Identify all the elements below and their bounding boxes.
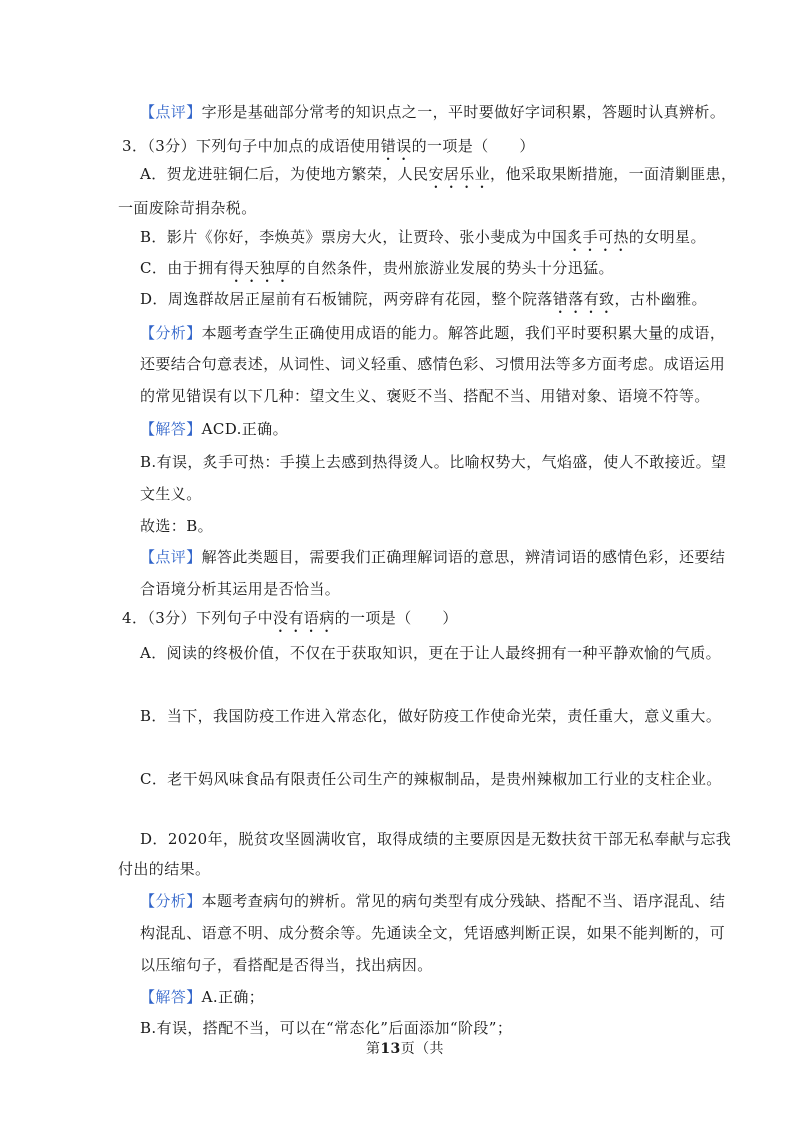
comment-text: 字形是基础部分常考的知识点之一，平时要做好字词积累，答题时认真辨析。 [201, 103, 726, 121]
option-text-end: ，古朴幽雅。 [614, 290, 707, 308]
comment-tag: 【点评】 [140, 548, 202, 566]
dotted-idiom: 炙手可热 [567, 228, 629, 246]
dotted-idiom: 安居乐业 [428, 165, 491, 183]
analysis-tag: 【分析】 [140, 892, 202, 910]
answer-text: ACD.正确。 [201, 420, 288, 438]
q4-answer [140, 987, 264, 1007]
option-text: A．贺龙进驻铜仁后，为使地方繁荣，人民 [140, 165, 429, 183]
dotted-idiom: 得天独厚 [228, 259, 291, 277]
q4-option-b: B．当下，我国防疫工作进入常态化，做好防疫工作使命光荣，责任重大，意义重大。 [140, 707, 722, 725]
q2-comment [140, 102, 725, 122]
question-3-stem [122, 136, 535, 164]
analysis-text: 本题考查学生正确使用成语的能力。解答此题，我们平时要积累大量的成语， [201, 324, 726, 342]
q4-option-c: C．老干妈风味食品有限责任公司生产的辣椒制品，是贵州辣椒加工行业的支柱企业。 [140, 770, 722, 788]
option-text: C．由于拥有 [140, 259, 229, 277]
page-number: 13 [380, 1041, 401, 1057]
option-text: D．周逸群故居正屋前有石板铺院，两旁辟有花园，整个院落 [140, 290, 553, 308]
q3-answer-b-line-1: B.有误，炙手可热：手摸上去感到热得烫人。比喻权势大，气焰盛，使人不敢接近。望 [140, 453, 727, 471]
q4-option-a: A．阅读的终极价值，不仅在于获取知识，更在于让人最终拥有一种平静欢愉的气质。 [140, 644, 722, 662]
analysis-text: 本题考查病句的辨析。常见的病句类型有成分残缺、搭配不当、语序混乱、结 [201, 892, 726, 910]
q4-analysis-line-3: 以压缩句子，看搭配是否得当，找出病因。 [140, 956, 433, 974]
footer-text: 第 [366, 1041, 381, 1057]
q3-analysis-line-3: 的常见错误有以下几种：望文生义、褒贬不当、搭配不当、用错对象、语境不符等。 [140, 387, 710, 405]
comment-tag: 【点评】 [140, 103, 202, 121]
option-text-end: ，他采取果断措施，一面清剿匪患， [490, 165, 737, 183]
q3-comment-line-2: 合语境分析其运用是否恰当。 [140, 580, 341, 598]
dotted-idiom: 错落有致 [552, 290, 615, 308]
answer-tag: 【解答】 [140, 420, 202, 438]
option-text-end: 的自然条件，贵州旅游业发展的势头十分迅猛。 [290, 259, 614, 277]
q4-analysis-line-2: 构混乱、语意不明、成分赘余等。先通读全文，凭语感判断正误，如果不能判断的，可 [140, 924, 726, 942]
q4-option-d-line-1: D．2020年，脱贫攻坚圆满收官，取得成绩的主要原因是无数扶贫干部无私奉献与忘我 [140, 830, 732, 848]
q3-option-c [140, 258, 614, 286]
q4-analysis-line-1 [140, 891, 725, 911]
q3-choice: 故选：B。 [140, 517, 214, 535]
q3-answer [140, 419, 288, 439]
stem-text-end: 的一项是（ ） [334, 609, 458, 627]
stem-emphasis: 错误 [380, 137, 412, 155]
q4-option-d-line-2: 付出的结果。 [118, 860, 211, 878]
stem-text: 4．（3分）下列句子中 [122, 609, 273, 627]
analysis-tag: 【分析】 [140, 324, 202, 342]
page-footer [366, 1039, 444, 1059]
q3-option-b [140, 227, 706, 255]
stem-text-end: 的一项是（ ） [411, 137, 535, 155]
q3-answer-b-line-2: 文生义。 [140, 485, 202, 503]
answer-tag: 【解答】 [140, 988, 202, 1006]
q3-analysis-line-1 [140, 323, 725, 343]
question-4-stem [122, 608, 458, 636]
comment-text: 解答此类题目，需要我们正确理解词语的意思，辨清词语的感情色彩，还要结 [201, 548, 726, 566]
stem-text: 3．（3分）下列句子中加点的成语使用 [122, 137, 381, 155]
q3-analysis-line-2: 还要结合句意表述，从词性、词义轻重、感情色彩、习惯用法等多方面考虑。成语运用 [140, 355, 726, 373]
option-text: B．影片《你好，李焕英》票房大火，让贾玲、张小斐成为中国 [140, 228, 568, 246]
q3-option-d [140, 289, 707, 317]
q4-answer-b: B.有误，搭配不当，可以在“常态化”后面添加“阶段”； [140, 1019, 513, 1037]
footer-text-end: 页（共 [400, 1041, 444, 1057]
option-text-end: 的女明星。 [628, 228, 706, 246]
q3-option-a-cont: 一面废除苛捐杂税。 [118, 199, 257, 217]
q3-option-a [140, 164, 736, 192]
q3-comment-line-1 [140, 547, 725, 567]
answer-text: A.正确； [201, 988, 265, 1006]
stem-emphasis: 没有语病 [273, 609, 335, 627]
